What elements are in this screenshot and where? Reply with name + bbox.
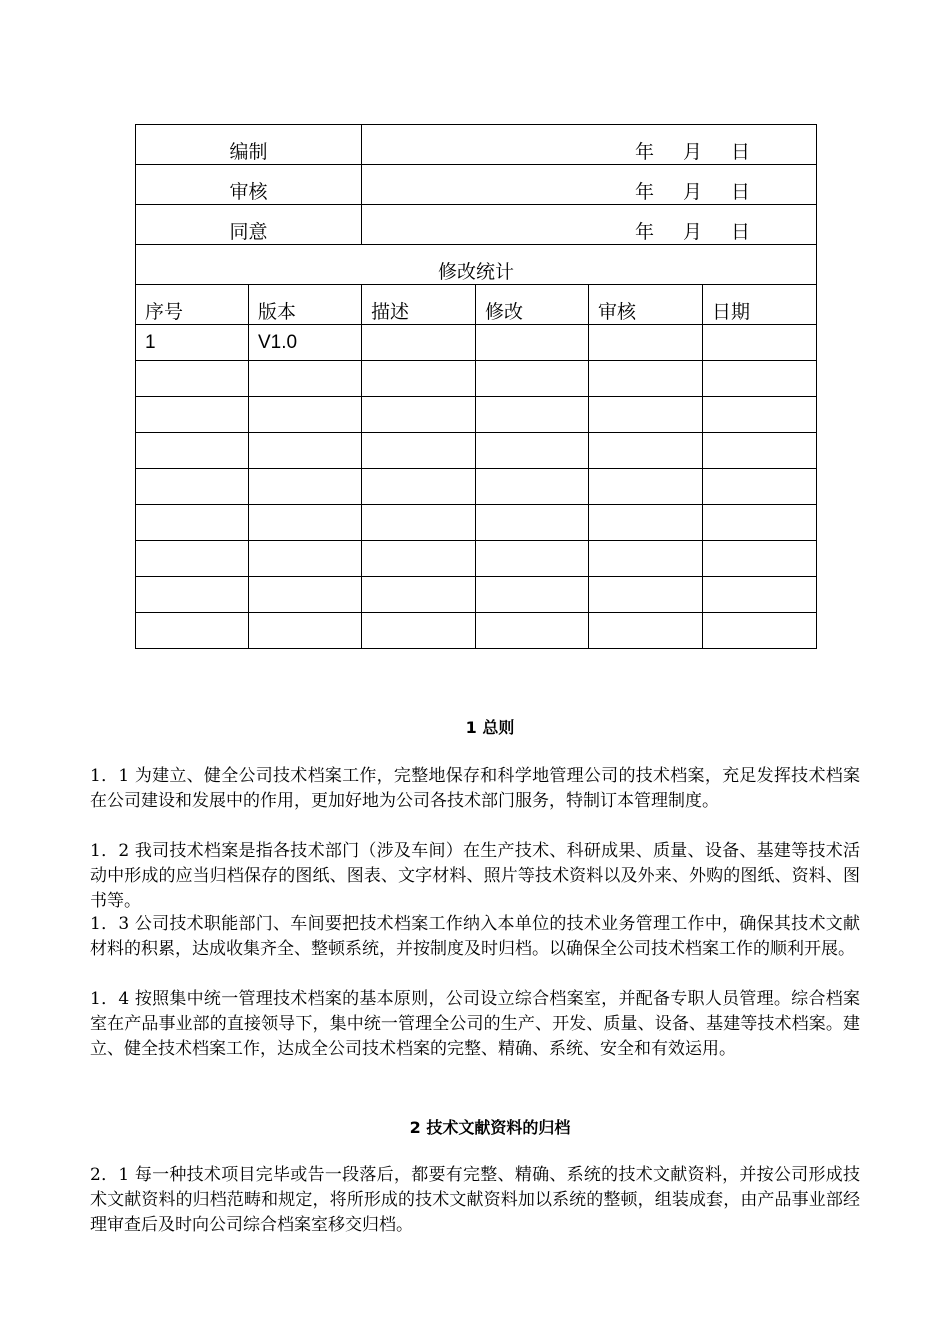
table-cell [249,433,362,469]
signoff-date [362,205,817,245]
revision-rows [136,325,817,649]
table-row [136,325,817,361]
table-cell [136,541,249,577]
table-cell [589,505,703,541]
table-cell [476,361,589,397]
header-reviewer: 审核 [589,285,703,325]
signoff-date [362,125,817,165]
header-description: 描述 [362,285,476,325]
table-cell [476,325,589,361]
header-version: 版本 [249,285,362,325]
table-cell [362,361,476,397]
revision-title-row [136,245,817,285]
table-cell [136,433,249,469]
table-cell [136,397,249,433]
month-label: 月 [683,181,703,203]
table-cell [703,469,817,505]
table-cell [362,577,476,613]
header-date: 日期 [703,285,817,325]
table-cell [249,577,362,613]
table-cell [703,541,817,577]
revision-title: 修改统计 [136,245,817,285]
table-cell [249,397,362,433]
table-cell [136,505,249,541]
table-cell [362,397,476,433]
table-cell [136,577,249,613]
table-cell [136,361,249,397]
table-row [136,541,817,577]
year-label: 年 [635,141,655,163]
table-cell [476,433,589,469]
table-cell [703,397,817,433]
table-cell: 1 [136,325,249,361]
table-cell [476,397,589,433]
table-cell: V1.0 [249,325,362,361]
table-cell [589,541,703,577]
table-row [136,505,817,541]
table-cell [476,577,589,613]
year-label: 年 [635,181,655,203]
signoff-label: 同意 [136,205,362,245]
table-cell [362,433,476,469]
table-cell [589,397,703,433]
table-cell [136,613,249,649]
table-cell [136,469,249,505]
revision-header-row [136,285,817,325]
table-cell [703,613,817,649]
revision-table [135,124,817,649]
table-cell [589,433,703,469]
table-cell [249,505,362,541]
table-cell [362,541,476,577]
table-cell [362,505,476,541]
table-cell [476,613,589,649]
table-cell [589,325,703,361]
paragraph: 1．4 按照集中统一管理技术档案的基本原则，公司设立综合档案室，并配备专职人员管理。综合档案室在产品事业部的直接领导下，集中统一管理全公司的生产、开发、质量、设备、基建等技术档案。建立、健全技术档案工作，达成全公司技术档案的完整、精确、系统、安全和有效运用。 [90,989,860,1059]
day-label: 日 [731,221,751,243]
paragraph: 1．2 我司技术档案是指各技术部门（涉及车间）在生产技术、科研成果、质量、设备、基建等技术活动中形成的应当归档保存的图纸、图表、文字材料、照片等技术资料以及外来、外购的图纸、资料、图书等。 [90,841,860,911]
signoff-row [136,125,817,165]
table-cell [476,505,589,541]
table-cell [362,325,476,361]
paragraph: 1．1 为建立、健全公司技术档案工作，完整地保存和科学地管理公司的技术档案，充足发挥技术档案在公司建设和发展中的作用，更加好地为公司各技术部门服务，特制订本管理制度。 [90,766,860,811]
section-title: 2 技术文献资料的归档 [409,1118,571,1137]
table-cell [249,541,362,577]
paragraph: 2．1 每一种技术项目完毕或告一段落后，都要有完整、精确、系统的技术文献资料，并按公司形成技术文献资料的归档范畴和规定，将所形成的技术文献资料加以系统的整顿，组装成套，由产品事业部经理审查后及时向公司综合档案室移交归档。 [90,1165,860,1235]
table-cell [703,505,817,541]
table-row [136,433,817,469]
table-row [136,361,817,397]
table-cell [249,361,362,397]
table-cell [589,577,703,613]
day-label: 日 [731,141,751,163]
day-label: 日 [731,181,751,203]
table-cell [703,361,817,397]
table-cell [476,541,589,577]
table-cell [362,469,476,505]
year-label: 年 [635,221,655,243]
table-cell [362,613,476,649]
table-cell [589,361,703,397]
table-row [136,469,817,505]
table-cell [703,325,817,361]
paragraph: 1．3 公司技术职能部门、车间要把技术档案工作纳入本单位的技术业务管理工作中，确保其技术文献材料的积累，达成收集齐全、整顿系统，并按制度及时归档。以确保全公司技术档案工作的顺利开展。 [90,914,860,959]
signoff-date [362,165,817,205]
header-index: 序号 [136,285,249,325]
table-cell [589,469,703,505]
table-cell [589,613,703,649]
table-cell [476,469,589,505]
table-cell [703,433,817,469]
table-row [136,577,817,613]
signoff-row [136,205,817,245]
month-label: 月 [683,221,703,243]
signoff-label: 审核 [136,165,362,205]
table-row [136,397,817,433]
table-cell [249,613,362,649]
section-title: 1 总则 [465,718,515,737]
header-modifier: 修改 [476,285,589,325]
signoff-label: 编制 [136,125,362,165]
table-row [136,613,817,649]
month-label: 月 [683,141,703,163]
table-cell [703,577,817,613]
signoff-row [136,165,817,205]
table-cell [249,469,362,505]
